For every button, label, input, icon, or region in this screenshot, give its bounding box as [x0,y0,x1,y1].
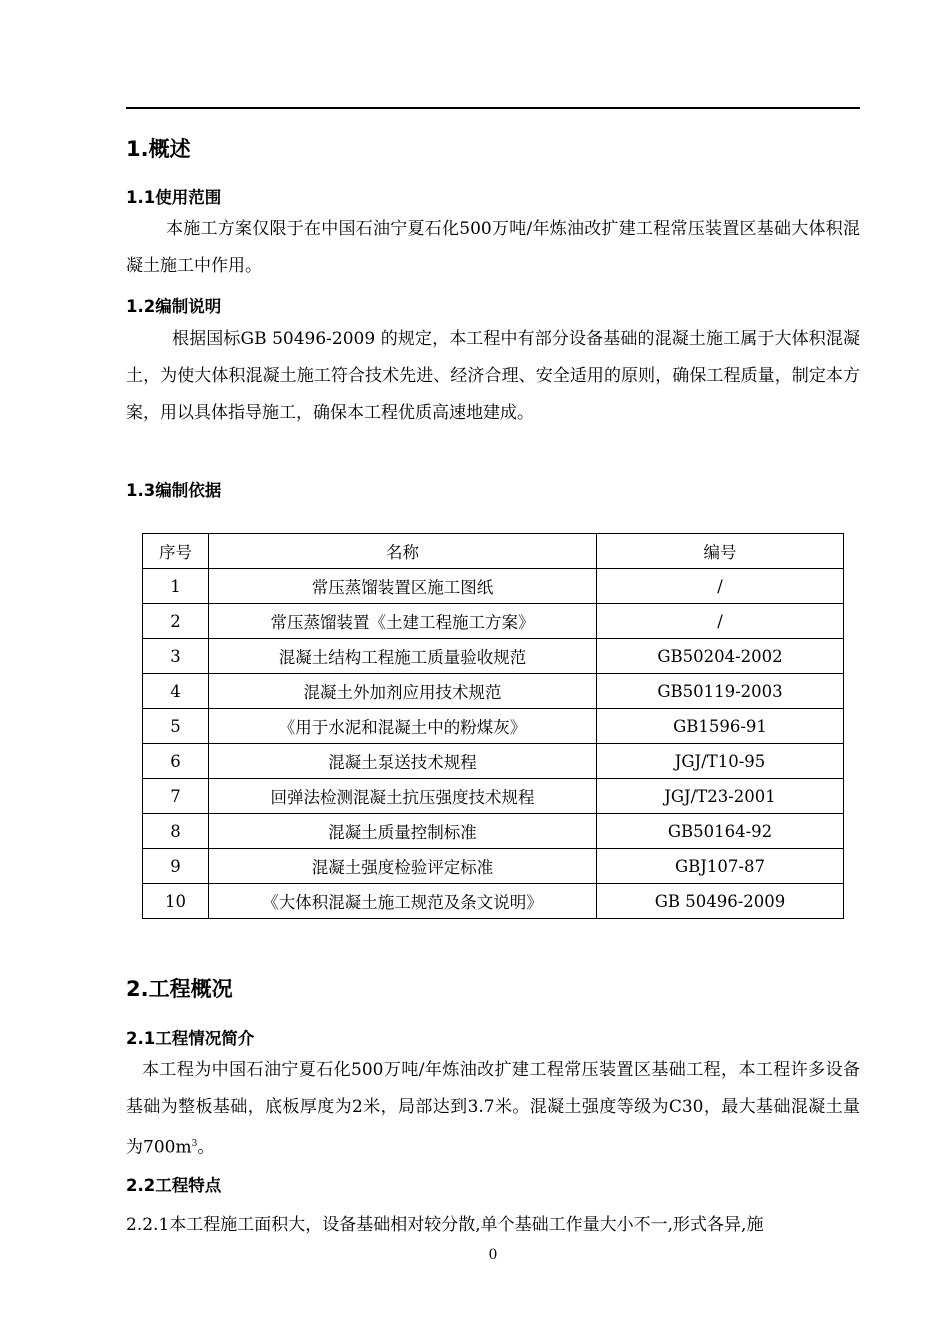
cell-code: GB50164-92 [597,814,844,849]
section-1-2-title: 1.2编制说明 [126,297,222,316]
cell-name: 回弹法检测混凝土抗压强度技术规程 [209,779,597,814]
table-header-row [143,534,844,569]
cell-code: / [597,604,844,639]
cell-index: 6 [143,744,209,779]
section-1-2-text: 根据国标GB 50496-2009 的规定，本工程中有部分设备基础的混凝土施工属于大体积混凝土，为使大体积混凝土施工符合技术先进、经济合理、安全适用的原则，确保工程质量，制定本方案，用以具体指导施工，确保本工程优质高速地建成。 [126,329,860,423]
section-2-1-text [126,1052,860,1167]
reference-table [142,533,844,919]
cell-index: 8 [143,814,209,849]
table-row [143,604,844,639]
cell-code: JGJ/T10-95 [597,744,844,779]
cell-name: 混凝土泵送技术规程 [209,744,597,779]
cell-index: 2 [143,604,209,639]
cell-code: JGJ/T23-2001 [597,779,844,814]
section-2-1-text-end: 。 [197,1137,215,1158]
cubic-superscript: 3 [191,1139,198,1149]
section-1-title: 1.概述 [126,137,191,161]
table-row [143,639,844,674]
cell-name: 《用于水泥和混凝土中的粉煤灰》 [209,709,597,744]
cell-index: 5 [143,709,209,744]
section-1-1-text: 本施工方案仅限于在中国石油宁夏石化500万吨/年炼油改扩建工程常压装置区基础大体积混凝土施工中作用。 [126,219,860,276]
cell-code: GB50204-2002 [597,639,844,674]
cell-name: 混凝土强度检验评定标准 [209,849,597,884]
cell-name: 《大体积混凝土施工规范及条文说明》 [209,884,597,919]
table-row [143,884,844,919]
table-row [143,709,844,744]
table-row [143,849,844,884]
table-row [143,569,844,604]
page-number: 0 [488,1247,498,1263]
col-header-index: 序号 [143,534,209,569]
cell-name: 混凝土结构工程施工质量验收规范 [209,639,597,674]
table-row [143,674,844,709]
section-2-1-text-main: 本工程为中国石油宁夏石化500万吨/年炼油改扩建工程常压装置区基础工程，本工程许多设备基础为整板基础，底板厚度为2米，局部达到3.7米。混凝土强度等级为C30，最大基础混凝土量为700m [126,1060,860,1158]
cell-index: 3 [143,639,209,674]
cell-index: 1 [143,569,209,604]
section-2-2-title: 2.2工程特点 [126,1176,222,1195]
cell-index: 4 [143,674,209,709]
header-rule [126,107,860,109]
section-2-2-text: 2.2.1本工程施工面积大，设备基础相对较分散,单个基础工作量大小不一,形式各异,施 [126,1215,764,1235]
cell-code: GB1596-91 [597,709,844,744]
section-1-1-title: 1.1使用范围 [126,188,222,207]
table-row [143,814,844,849]
section-2-title: 2.工程概况 [126,977,233,1001]
cell-name: 混凝土质量控制标准 [209,814,597,849]
cell-code: GBJ107-87 [597,849,844,884]
section-2-1-title: 2.1工程情况简介 [126,1029,255,1048]
col-header-name: 名称 [209,534,597,569]
table-row [143,779,844,814]
col-header-code: 编号 [597,534,844,569]
cell-name: 常压蒸馏装置区施工图纸 [209,569,597,604]
table-row [143,744,844,779]
section-1-3-title: 1.3编制依据 [126,481,222,500]
cell-index: 10 [143,884,209,919]
cell-code: / [597,569,844,604]
cell-code: GB50119-2003 [597,674,844,709]
cell-name: 常压蒸馏装置《土建工程施工方案》 [209,604,597,639]
cell-index: 7 [143,779,209,814]
cell-name: 混凝土外加剂应用技术规范 [209,674,597,709]
cell-index: 9 [143,849,209,884]
cell-code: GB 50496-2009 [597,884,844,919]
